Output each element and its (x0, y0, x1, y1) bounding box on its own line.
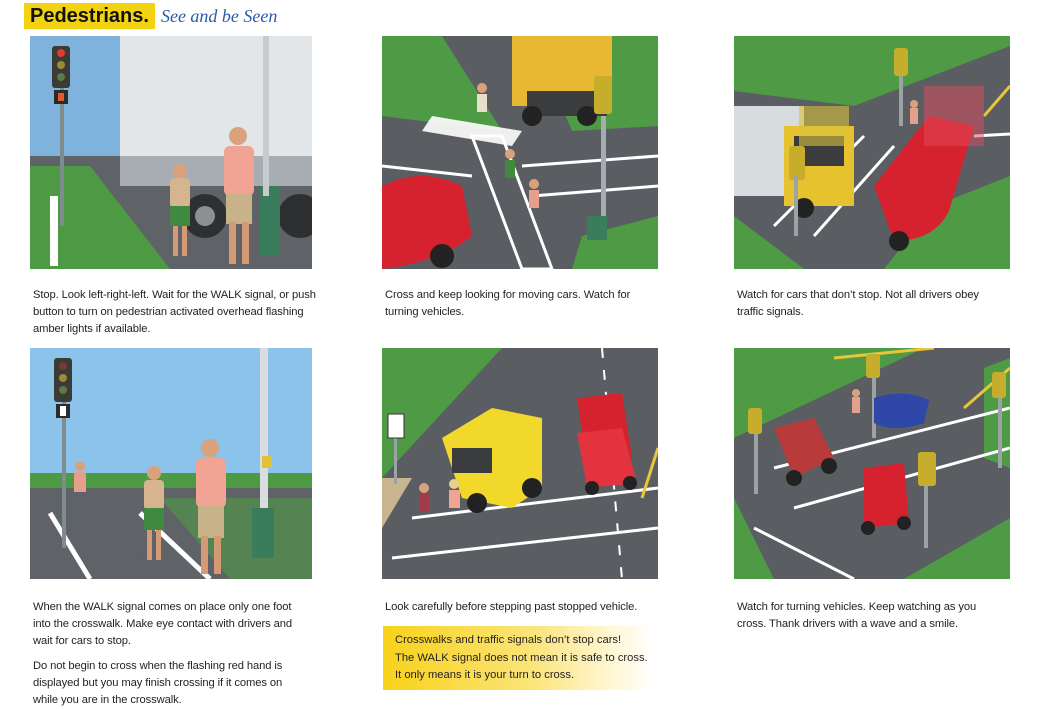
illustration-stopped-vehicle (382, 348, 658, 579)
caption-text: Watch for cars that don’t stop. Not all drivers obey traffic signals. (737, 289, 979, 318)
caption-cars-dont-stop (737, 287, 999, 321)
caption-walk-signal (33, 599, 308, 709)
caption-cross-keep-looking (385, 287, 655, 321)
caption-text: Cross and keep looking for moving cars. Watch for turning vehicles. (385, 289, 631, 318)
caption-text: Do not begin to cross when the flashing red hand is displayed but you may finish crossing if it comes on while you are in the crosswalk. (33, 660, 283, 706)
caption-text: When the WALK signal comes on place only one foot into the crosswalk. Make eye contact with drivers and wait for cars to stop. (33, 601, 292, 647)
caption-turning-vehicles (737, 599, 999, 633)
page-title: Pedestrians. (24, 3, 155, 29)
caption-text: Stop. Look left-right-left. Wait for the WALK signal, or push button to turn on pedestrian activated overhead flashing amber lights if available. (33, 289, 316, 335)
callout-line: The WALK signal does not mean it is safe to cross. (395, 651, 648, 664)
illustration-walk-signal (30, 348, 312, 579)
caption-stopped-vehicle (385, 599, 660, 616)
caption-text: Watch for turning vehicles. Keep watching as you cross. Thank drivers with a wave and a smile. (737, 601, 977, 630)
page-header (24, 3, 277, 29)
callout-line: Crosswalks and traffic signals don’t stop cars! (395, 634, 622, 646)
illustration-cars-dont-stop (734, 36, 1010, 269)
illustration-stop-look (30, 36, 312, 269)
illustration-cross-keep-looking (382, 36, 658, 269)
caption-stop-look (33, 287, 323, 338)
illustration-turning-vehicles (734, 348, 1010, 579)
safety-callout (383, 626, 653, 690)
caption-text: Look carefully before stepping past stopped vehicle. (385, 601, 638, 613)
callout-line: It only means it is your turn to cross. (395, 669, 575, 681)
page-subtitle: See and be Seen (160, 6, 278, 26)
